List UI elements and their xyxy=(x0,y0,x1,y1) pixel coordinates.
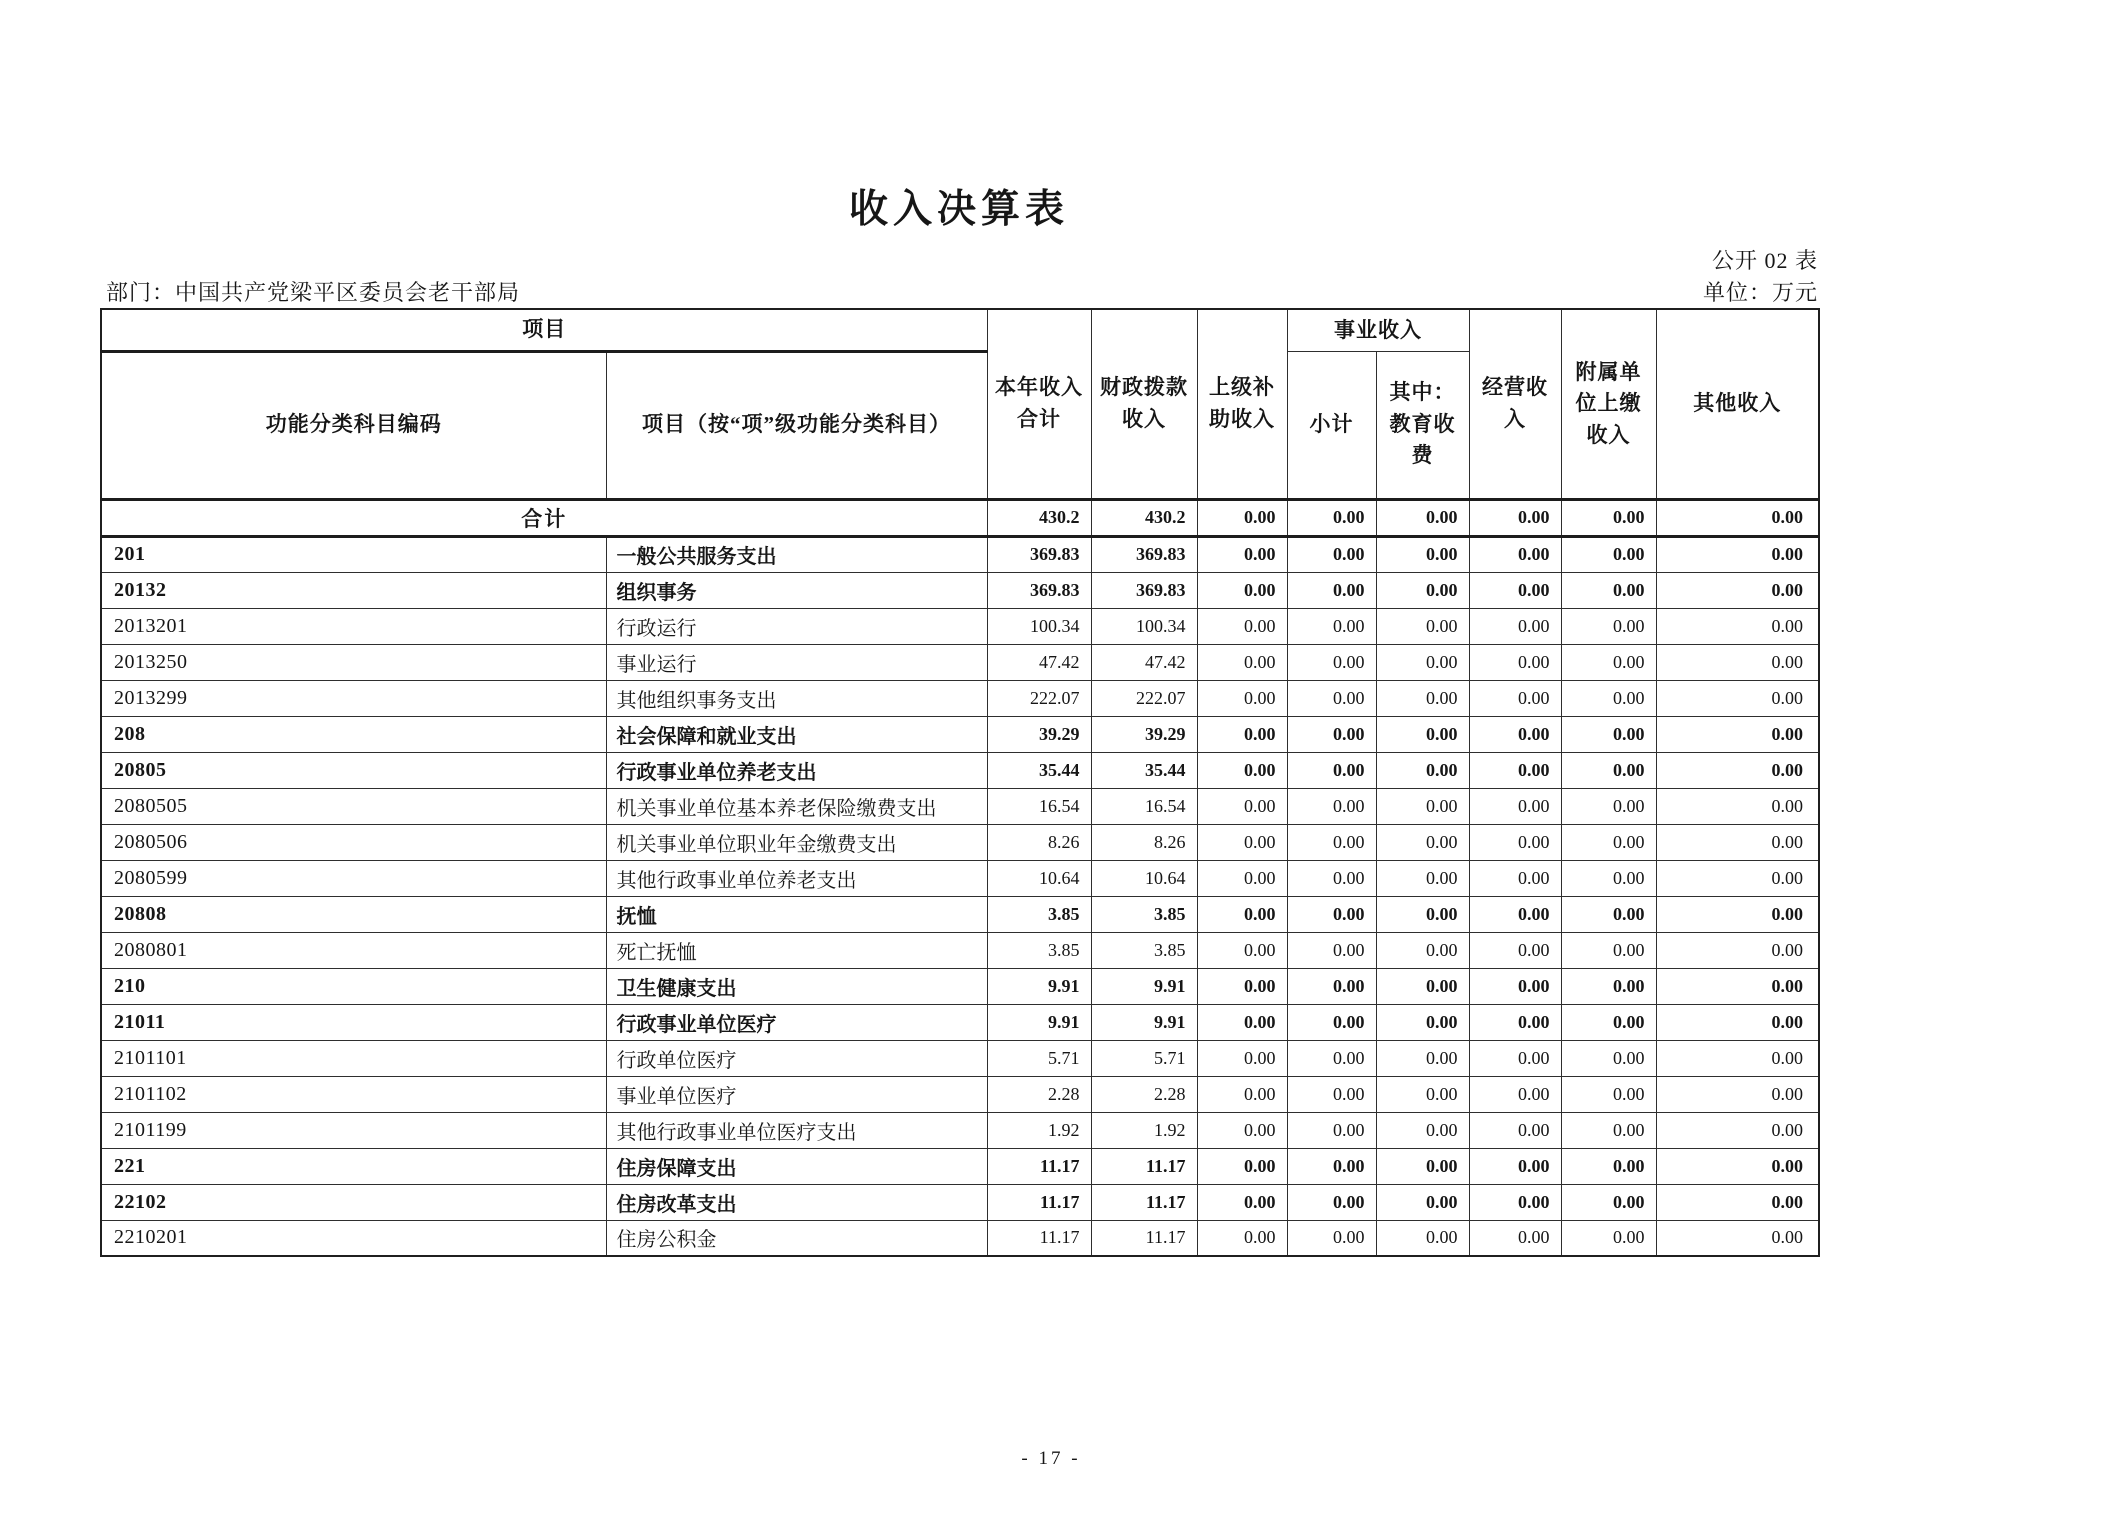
row-value: 0.00 xyxy=(1561,752,1656,788)
row-value: 0.00 xyxy=(1197,716,1287,752)
row-value: 0.00 xyxy=(1287,716,1376,752)
header-total-income: 本年收入合计 xyxy=(987,309,1091,499)
row-value: 0.00 xyxy=(1197,752,1287,788)
row-value: 0.00 xyxy=(1561,608,1656,644)
row-value: 0.00 xyxy=(1376,680,1469,716)
row-value: 0.00 xyxy=(1287,896,1376,932)
table-row xyxy=(101,536,1819,572)
row-value: 5.71 xyxy=(1091,1040,1197,1076)
table-row xyxy=(101,896,1819,932)
total-row xyxy=(101,499,1819,536)
table-body xyxy=(101,499,1819,1256)
row-item-name: 组织事务 xyxy=(606,572,987,608)
table-row xyxy=(101,788,1819,824)
row-value: 0.00 xyxy=(1197,788,1287,824)
row-value: 11.17 xyxy=(1091,1184,1197,1220)
row-function-code: 20805 xyxy=(101,752,606,788)
row-value: 0.00 xyxy=(1197,536,1287,572)
row-value: 0.00 xyxy=(1197,1004,1287,1040)
row-value: 16.54 xyxy=(1091,788,1197,824)
row-function-code: 208 xyxy=(101,716,606,752)
row-value: 0.00 xyxy=(1469,680,1561,716)
page-title: 收入决算表 xyxy=(848,188,1069,231)
table-row xyxy=(101,1040,1819,1076)
row-value: 0.00 xyxy=(1376,824,1469,860)
row-item-name: 行政运行 xyxy=(606,608,987,644)
row-item-name: 抚恤 xyxy=(606,896,987,932)
row-value: 0.00 xyxy=(1656,968,1819,1004)
header-business-income-group: 事业收入 xyxy=(1287,309,1469,351)
header-other-income: 其他收入 xyxy=(1656,309,1819,499)
row-value: 0.00 xyxy=(1561,680,1656,716)
row-value: 0.00 xyxy=(1287,572,1376,608)
row-value: 0.00 xyxy=(1376,1184,1469,1220)
row-value: 0.00 xyxy=(1469,824,1561,860)
row-value: 0.00 xyxy=(1469,536,1561,572)
header-function-code: 功能分类科目编码 xyxy=(101,351,606,499)
row-value: 11.17 xyxy=(1091,1148,1197,1184)
row-value: 0.00 xyxy=(1561,1148,1656,1184)
row-value: 0.00 xyxy=(1287,788,1376,824)
row-value: 11.17 xyxy=(987,1184,1091,1220)
income-table xyxy=(100,308,1820,1257)
row-item-name: 其他行政事业单位养老支出 xyxy=(606,860,987,896)
header-project-group: 项目 xyxy=(101,309,987,351)
row-value: 10.64 xyxy=(1091,860,1197,896)
row-value: 2.28 xyxy=(987,1076,1091,1112)
row-value: 0.00 xyxy=(1469,572,1561,608)
row-value: 0.00 xyxy=(1469,1220,1561,1256)
row-value: 39.29 xyxy=(1091,716,1197,752)
row-value: 0.00 xyxy=(1197,896,1287,932)
row-function-code: 2080505 xyxy=(101,788,606,824)
row-value: 0.00 xyxy=(1656,788,1819,824)
total-row-value: 0.00 xyxy=(1197,499,1287,536)
row-value: 0.00 xyxy=(1287,932,1376,968)
row-value: 47.42 xyxy=(1091,644,1197,680)
row-function-code: 2210201 xyxy=(101,1220,606,1256)
table-header xyxy=(101,309,1819,499)
row-value: 0.00 xyxy=(1287,644,1376,680)
header-operating-income: 经营收入 xyxy=(1469,309,1561,499)
row-value: 0.00 xyxy=(1287,1184,1376,1220)
row-value: 0.00 xyxy=(1376,536,1469,572)
row-value: 0.00 xyxy=(1287,1076,1376,1112)
row-value: 0.00 xyxy=(1376,1220,1469,1256)
page-number: - 17 - xyxy=(1021,1448,1081,1469)
row-item-name: 行政事业单位医疗 xyxy=(606,1004,987,1040)
row-value: 0.00 xyxy=(1469,1004,1561,1040)
row-value: 0.00 xyxy=(1469,752,1561,788)
total-row-value: 430.2 xyxy=(987,499,1091,536)
row-value: 0.00 xyxy=(1469,608,1561,644)
row-value: 3.85 xyxy=(987,932,1091,968)
total-row-value: 0.00 xyxy=(1287,499,1376,536)
row-function-code: 2080801 xyxy=(101,932,606,968)
row-value: 0.00 xyxy=(1561,1112,1656,1148)
row-value: 0.00 xyxy=(1656,644,1819,680)
row-value: 0.00 xyxy=(1561,788,1656,824)
table-row xyxy=(101,752,1819,788)
row-value: 0.00 xyxy=(1656,1076,1819,1112)
row-value: 1.92 xyxy=(987,1112,1091,1148)
row-value: 0.00 xyxy=(1197,1220,1287,1256)
row-value: 0.00 xyxy=(1197,1148,1287,1184)
row-value: 35.44 xyxy=(987,752,1091,788)
total-row-value: 430.2 xyxy=(1091,499,1197,536)
header-education-fee: 其中：教育收费 xyxy=(1376,351,1469,499)
row-item-name: 社会保障和就业支出 xyxy=(606,716,987,752)
row-value: 8.26 xyxy=(987,824,1091,860)
row-value: 0.00 xyxy=(1656,1184,1819,1220)
row-value: 0.00 xyxy=(1561,1004,1656,1040)
row-item-name: 死亡抚恤 xyxy=(606,932,987,968)
row-value: 0.00 xyxy=(1561,860,1656,896)
total-row-value: 0.00 xyxy=(1656,499,1819,536)
row-function-code: 2013201 xyxy=(101,608,606,644)
row-function-code: 201 xyxy=(101,536,606,572)
row-value: 8.26 xyxy=(1091,824,1197,860)
row-function-code: 2080506 xyxy=(101,824,606,860)
row-value: 0.00 xyxy=(1656,1220,1819,1256)
row-function-code: 22102 xyxy=(101,1184,606,1220)
row-value: 0.00 xyxy=(1656,1112,1819,1148)
row-value: 0.00 xyxy=(1656,716,1819,752)
row-value: 16.54 xyxy=(987,788,1091,824)
row-value: 0.00 xyxy=(1197,1076,1287,1112)
total-row-value: 0.00 xyxy=(1561,499,1656,536)
header-item: 项目（按“项”级功能分类科目） xyxy=(606,351,987,499)
row-function-code: 2080599 xyxy=(101,860,606,896)
row-value: 0.00 xyxy=(1287,1220,1376,1256)
row-value: 0.00 xyxy=(1656,1004,1819,1040)
row-value: 11.17 xyxy=(987,1148,1091,1184)
row-value: 0.00 xyxy=(1287,860,1376,896)
row-value: 0.00 xyxy=(1287,1004,1376,1040)
row-value: 47.42 xyxy=(987,644,1091,680)
row-value: 0.00 xyxy=(1561,1184,1656,1220)
row-value: 0.00 xyxy=(1656,572,1819,608)
row-value: 0.00 xyxy=(1197,1184,1287,1220)
row-value: 0.00 xyxy=(1287,968,1376,1004)
table-row xyxy=(101,968,1819,1004)
table-row xyxy=(101,572,1819,608)
row-value: 0.00 xyxy=(1656,608,1819,644)
unit-label: 单位：万元 xyxy=(1702,280,1818,305)
row-value: 0.00 xyxy=(1376,572,1469,608)
row-value: 0.00 xyxy=(1469,968,1561,1004)
row-function-code: 2101101 xyxy=(101,1040,606,1076)
row-value: 39.29 xyxy=(987,716,1091,752)
row-value: 3.85 xyxy=(1091,932,1197,968)
row-value: 100.34 xyxy=(1091,608,1197,644)
row-value: 0.00 xyxy=(1287,752,1376,788)
row-value: 369.83 xyxy=(987,572,1091,608)
row-value: 0.00 xyxy=(1376,968,1469,1004)
row-value: 0.00 xyxy=(1656,824,1819,860)
row-item-name: 行政单位医疗 xyxy=(606,1040,987,1076)
row-value: 222.07 xyxy=(987,680,1091,716)
row-value: 0.00 xyxy=(1287,824,1376,860)
row-value: 0.00 xyxy=(1561,824,1656,860)
row-value: 1.92 xyxy=(1091,1112,1197,1148)
row-value: 0.00 xyxy=(1656,680,1819,716)
row-function-code: 210 xyxy=(101,968,606,1004)
row-value: 0.00 xyxy=(1287,1112,1376,1148)
table-row xyxy=(101,716,1819,752)
row-value: 0.00 xyxy=(1469,644,1561,680)
row-item-name: 事业单位医疗 xyxy=(606,1076,987,1112)
row-value: 0.00 xyxy=(1197,644,1287,680)
row-value: 0.00 xyxy=(1376,932,1469,968)
row-value: 0.00 xyxy=(1561,716,1656,752)
row-value: 0.00 xyxy=(1376,1076,1469,1112)
row-value: 0.00 xyxy=(1469,716,1561,752)
form-number-label: 公开 02 表 xyxy=(1711,248,1818,273)
row-value: 11.17 xyxy=(1091,1220,1197,1256)
row-value: 0.00 xyxy=(1197,824,1287,860)
row-function-code: 20808 xyxy=(101,896,606,932)
row-value: 0.00 xyxy=(1287,536,1376,572)
table-row xyxy=(101,1076,1819,1112)
row-value: 0.00 xyxy=(1376,1148,1469,1184)
row-value: 0.00 xyxy=(1197,608,1287,644)
table-row xyxy=(101,680,1819,716)
row-value: 0.00 xyxy=(1197,1112,1287,1148)
total-row-value: 0.00 xyxy=(1469,499,1561,536)
table-row xyxy=(101,1148,1819,1184)
row-value: 0.00 xyxy=(1656,1148,1819,1184)
table-row xyxy=(101,644,1819,680)
header-superior-subsidy: 上级补助收入 xyxy=(1197,309,1287,499)
row-function-code: 2013299 xyxy=(101,680,606,716)
row-value: 0.00 xyxy=(1287,1148,1376,1184)
row-function-code: 2101102 xyxy=(101,1076,606,1112)
row-value: 0.00 xyxy=(1469,788,1561,824)
row-value: 0.00 xyxy=(1197,968,1287,1004)
table-row xyxy=(101,1004,1819,1040)
row-function-code: 20132 xyxy=(101,572,606,608)
row-value: 369.83 xyxy=(987,536,1091,572)
row-value: 0.00 xyxy=(1561,1220,1656,1256)
row-value: 0.00 xyxy=(1561,932,1656,968)
row-value: 0.00 xyxy=(1561,536,1656,572)
row-value: 0.00 xyxy=(1376,1004,1469,1040)
row-value: 0.00 xyxy=(1376,1112,1469,1148)
department-label: 部门：中国共产党梁平区委员会老干部局 xyxy=(106,280,521,305)
row-value: 10.64 xyxy=(987,860,1091,896)
row-value: 0.00 xyxy=(1656,860,1819,896)
total-row-value: 0.00 xyxy=(1376,499,1469,536)
row-item-name: 一般公共服务支出 xyxy=(606,536,987,572)
row-value: 0.00 xyxy=(1656,536,1819,572)
row-value: 0.00 xyxy=(1376,716,1469,752)
row-value: 222.07 xyxy=(1091,680,1197,716)
row-item-name: 其他组织事务支出 xyxy=(606,680,987,716)
row-value: 11.17 xyxy=(987,1220,1091,1256)
table-row xyxy=(101,1112,1819,1148)
row-value: 0.00 xyxy=(1561,1076,1656,1112)
row-value: 0.00 xyxy=(1376,896,1469,932)
row-item-name: 卫生健康支出 xyxy=(606,968,987,1004)
row-value: 0.00 xyxy=(1469,932,1561,968)
row-item-name: 行政事业单位养老支出 xyxy=(606,752,987,788)
row-value: 0.00 xyxy=(1287,608,1376,644)
table-row xyxy=(101,824,1819,860)
row-function-code: 221 xyxy=(101,1148,606,1184)
row-value: 0.00 xyxy=(1287,1040,1376,1076)
table-row xyxy=(101,860,1819,896)
row-value: 0.00 xyxy=(1656,896,1819,932)
row-item-name: 事业运行 xyxy=(606,644,987,680)
row-value: 369.83 xyxy=(1091,572,1197,608)
row-value: 0.00 xyxy=(1376,788,1469,824)
row-value: 0.00 xyxy=(1469,1040,1561,1076)
row-value: 3.85 xyxy=(1091,896,1197,932)
row-value: 0.00 xyxy=(1376,860,1469,896)
row-value: 0.00 xyxy=(1197,572,1287,608)
row-value: 0.00 xyxy=(1197,680,1287,716)
table-row xyxy=(101,608,1819,644)
row-value: 0.00 xyxy=(1469,860,1561,896)
row-value: 0.00 xyxy=(1656,1040,1819,1076)
row-value: 0.00 xyxy=(1197,1040,1287,1076)
row-value: 0.00 xyxy=(1656,752,1819,788)
header-fiscal-appropriation: 财政拨款收入 xyxy=(1091,309,1197,499)
row-value: 100.34 xyxy=(987,608,1091,644)
table-row xyxy=(101,1184,1819,1220)
row-function-code: 2013250 xyxy=(101,644,606,680)
row-value: 0.00 xyxy=(1561,572,1656,608)
row-value: 2.28 xyxy=(1091,1076,1197,1112)
row-item-name: 其他行政事业单位医疗支出 xyxy=(606,1112,987,1148)
row-value: 9.91 xyxy=(987,1004,1091,1040)
row-value: 0.00 xyxy=(1561,896,1656,932)
row-value: 0.00 xyxy=(1197,932,1287,968)
header-subtotal: 小计 xyxy=(1287,351,1376,499)
row-value: 0.00 xyxy=(1469,896,1561,932)
row-value: 0.00 xyxy=(1469,1184,1561,1220)
row-value: 0.00 xyxy=(1287,680,1376,716)
header-affiliated-units: 附属单位上缴收入 xyxy=(1561,309,1656,499)
row-value: 0.00 xyxy=(1376,608,1469,644)
row-value: 0.00 xyxy=(1561,968,1656,1004)
row-item-name: 机关事业单位职业年金缴费支出 xyxy=(606,824,987,860)
row-function-code: 21011 xyxy=(101,1004,606,1040)
row-value: 0.00 xyxy=(1469,1076,1561,1112)
row-value: 0.00 xyxy=(1561,1040,1656,1076)
row-value: 9.91 xyxy=(1091,968,1197,1004)
row-value: 0.00 xyxy=(1469,1148,1561,1184)
table-row xyxy=(101,932,1819,968)
row-value: 0.00 xyxy=(1656,932,1819,968)
row-value: 5.71 xyxy=(987,1040,1091,1076)
row-value: 35.44 xyxy=(1091,752,1197,788)
row-function-code: 2101199 xyxy=(101,1112,606,1148)
row-item-name: 机关事业单位基本养老保险缴费支出 xyxy=(606,788,987,824)
row-value: 0.00 xyxy=(1376,1040,1469,1076)
row-value: 0.00 xyxy=(1561,644,1656,680)
total-row-label: 合计 xyxy=(101,499,987,536)
row-value: 0.00 xyxy=(1469,1112,1561,1148)
row-item-name: 住房保障支出 xyxy=(606,1148,987,1184)
row-value: 0.00 xyxy=(1376,752,1469,788)
row-item-name: 住房公积金 xyxy=(606,1220,987,1256)
row-value: 369.83 xyxy=(1091,536,1197,572)
row-value: 9.91 xyxy=(1091,1004,1197,1040)
row-value: 3.85 xyxy=(987,896,1091,932)
row-value: 0.00 xyxy=(1197,860,1287,896)
row-item-name: 住房改革支出 xyxy=(606,1184,987,1220)
row-value: 9.91 xyxy=(987,968,1091,1004)
row-value: 0.00 xyxy=(1376,644,1469,680)
table-row xyxy=(101,1220,1819,1256)
